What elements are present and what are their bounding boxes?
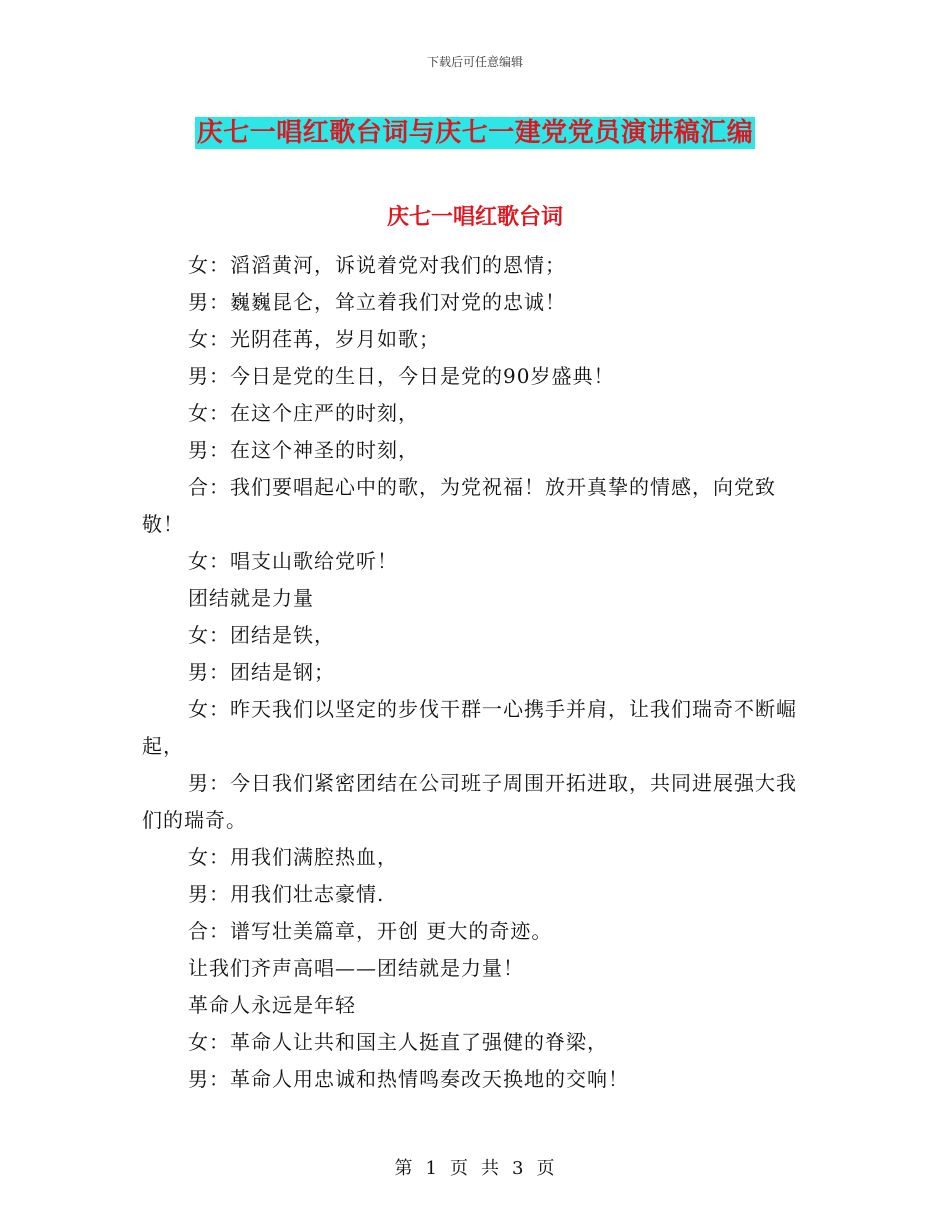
paragraph: 男：今日我们紧密团结在公司班子周围开拓进取，共同进展强大我们的瑞奇。 xyxy=(142,771,797,832)
paragraph: 男：用我们壮志豪情. xyxy=(188,882,385,906)
paragraph: 女：团结是铁， xyxy=(188,623,335,647)
paragraph: 让我们齐声高唱——团结就是力量！ xyxy=(188,956,524,980)
footer-total-pages: 3 xyxy=(512,1158,525,1179)
paragraph: 男：团结是钢； xyxy=(188,660,335,684)
paragraph: 男：今日是党的生日，今日是党的90岁盛典！ xyxy=(188,364,615,388)
paragraph: 合：我们要唱起心中的歌，为党祝福！放开真挚的情感，向党致敬！ xyxy=(142,475,776,536)
document-title xyxy=(0,112,950,149)
paragraph: 女：在这个庄严的时刻， xyxy=(188,401,419,425)
page-footer xyxy=(0,1154,950,1180)
section-title: 庆七一唱红歌台词 xyxy=(386,204,563,230)
paragraph: 女：唱支山歌给党听！ xyxy=(188,549,398,573)
footer-prefix: 第 xyxy=(394,1158,414,1179)
paragraph: 女：革命人让共和国主人挺直了强健的脊梁， xyxy=(188,1030,608,1054)
document-body xyxy=(142,247,802,1098)
paragraph: 男：在这个神圣的时刻， xyxy=(188,438,419,462)
paragraph: 女：滔滔黄河，诉说着党对我们的恩情； xyxy=(188,253,566,277)
paragraph: 男：巍巍昆仑，耸立着我们对党的忠诚！ xyxy=(188,290,566,314)
paragraph: 革命人永远是年轻 xyxy=(188,993,356,1017)
paragraph: 女：光阴荏苒，岁月如歌； xyxy=(188,327,440,351)
footer-total-word: 共 xyxy=(481,1158,500,1179)
footer-page-word: 页 xyxy=(450,1158,469,1179)
document-title-text: 庆七一唱红歌台词与庆七一建党党员演讲稿汇编 xyxy=(196,118,754,148)
paragraph: 合：谱写壮美篇章，开创 更大的奇迹。 xyxy=(188,919,553,943)
paragraph: 团结就是力量 xyxy=(188,586,314,610)
paragraph: 女：用我们满腔热血， xyxy=(188,845,398,869)
header-note: 下载后可任意编辑 xyxy=(426,55,523,69)
paragraph: 女：昨天我们以坚定的步伐干群一心携手并肩，让我们瑞奇不断崛起， xyxy=(142,697,797,758)
footer-suffix: 页 xyxy=(536,1158,556,1179)
footer-current-page: 1 xyxy=(425,1158,438,1179)
paragraph: 男：革命人用忠诚和热情鸣奏改天换地的交响！ xyxy=(188,1067,629,1091)
